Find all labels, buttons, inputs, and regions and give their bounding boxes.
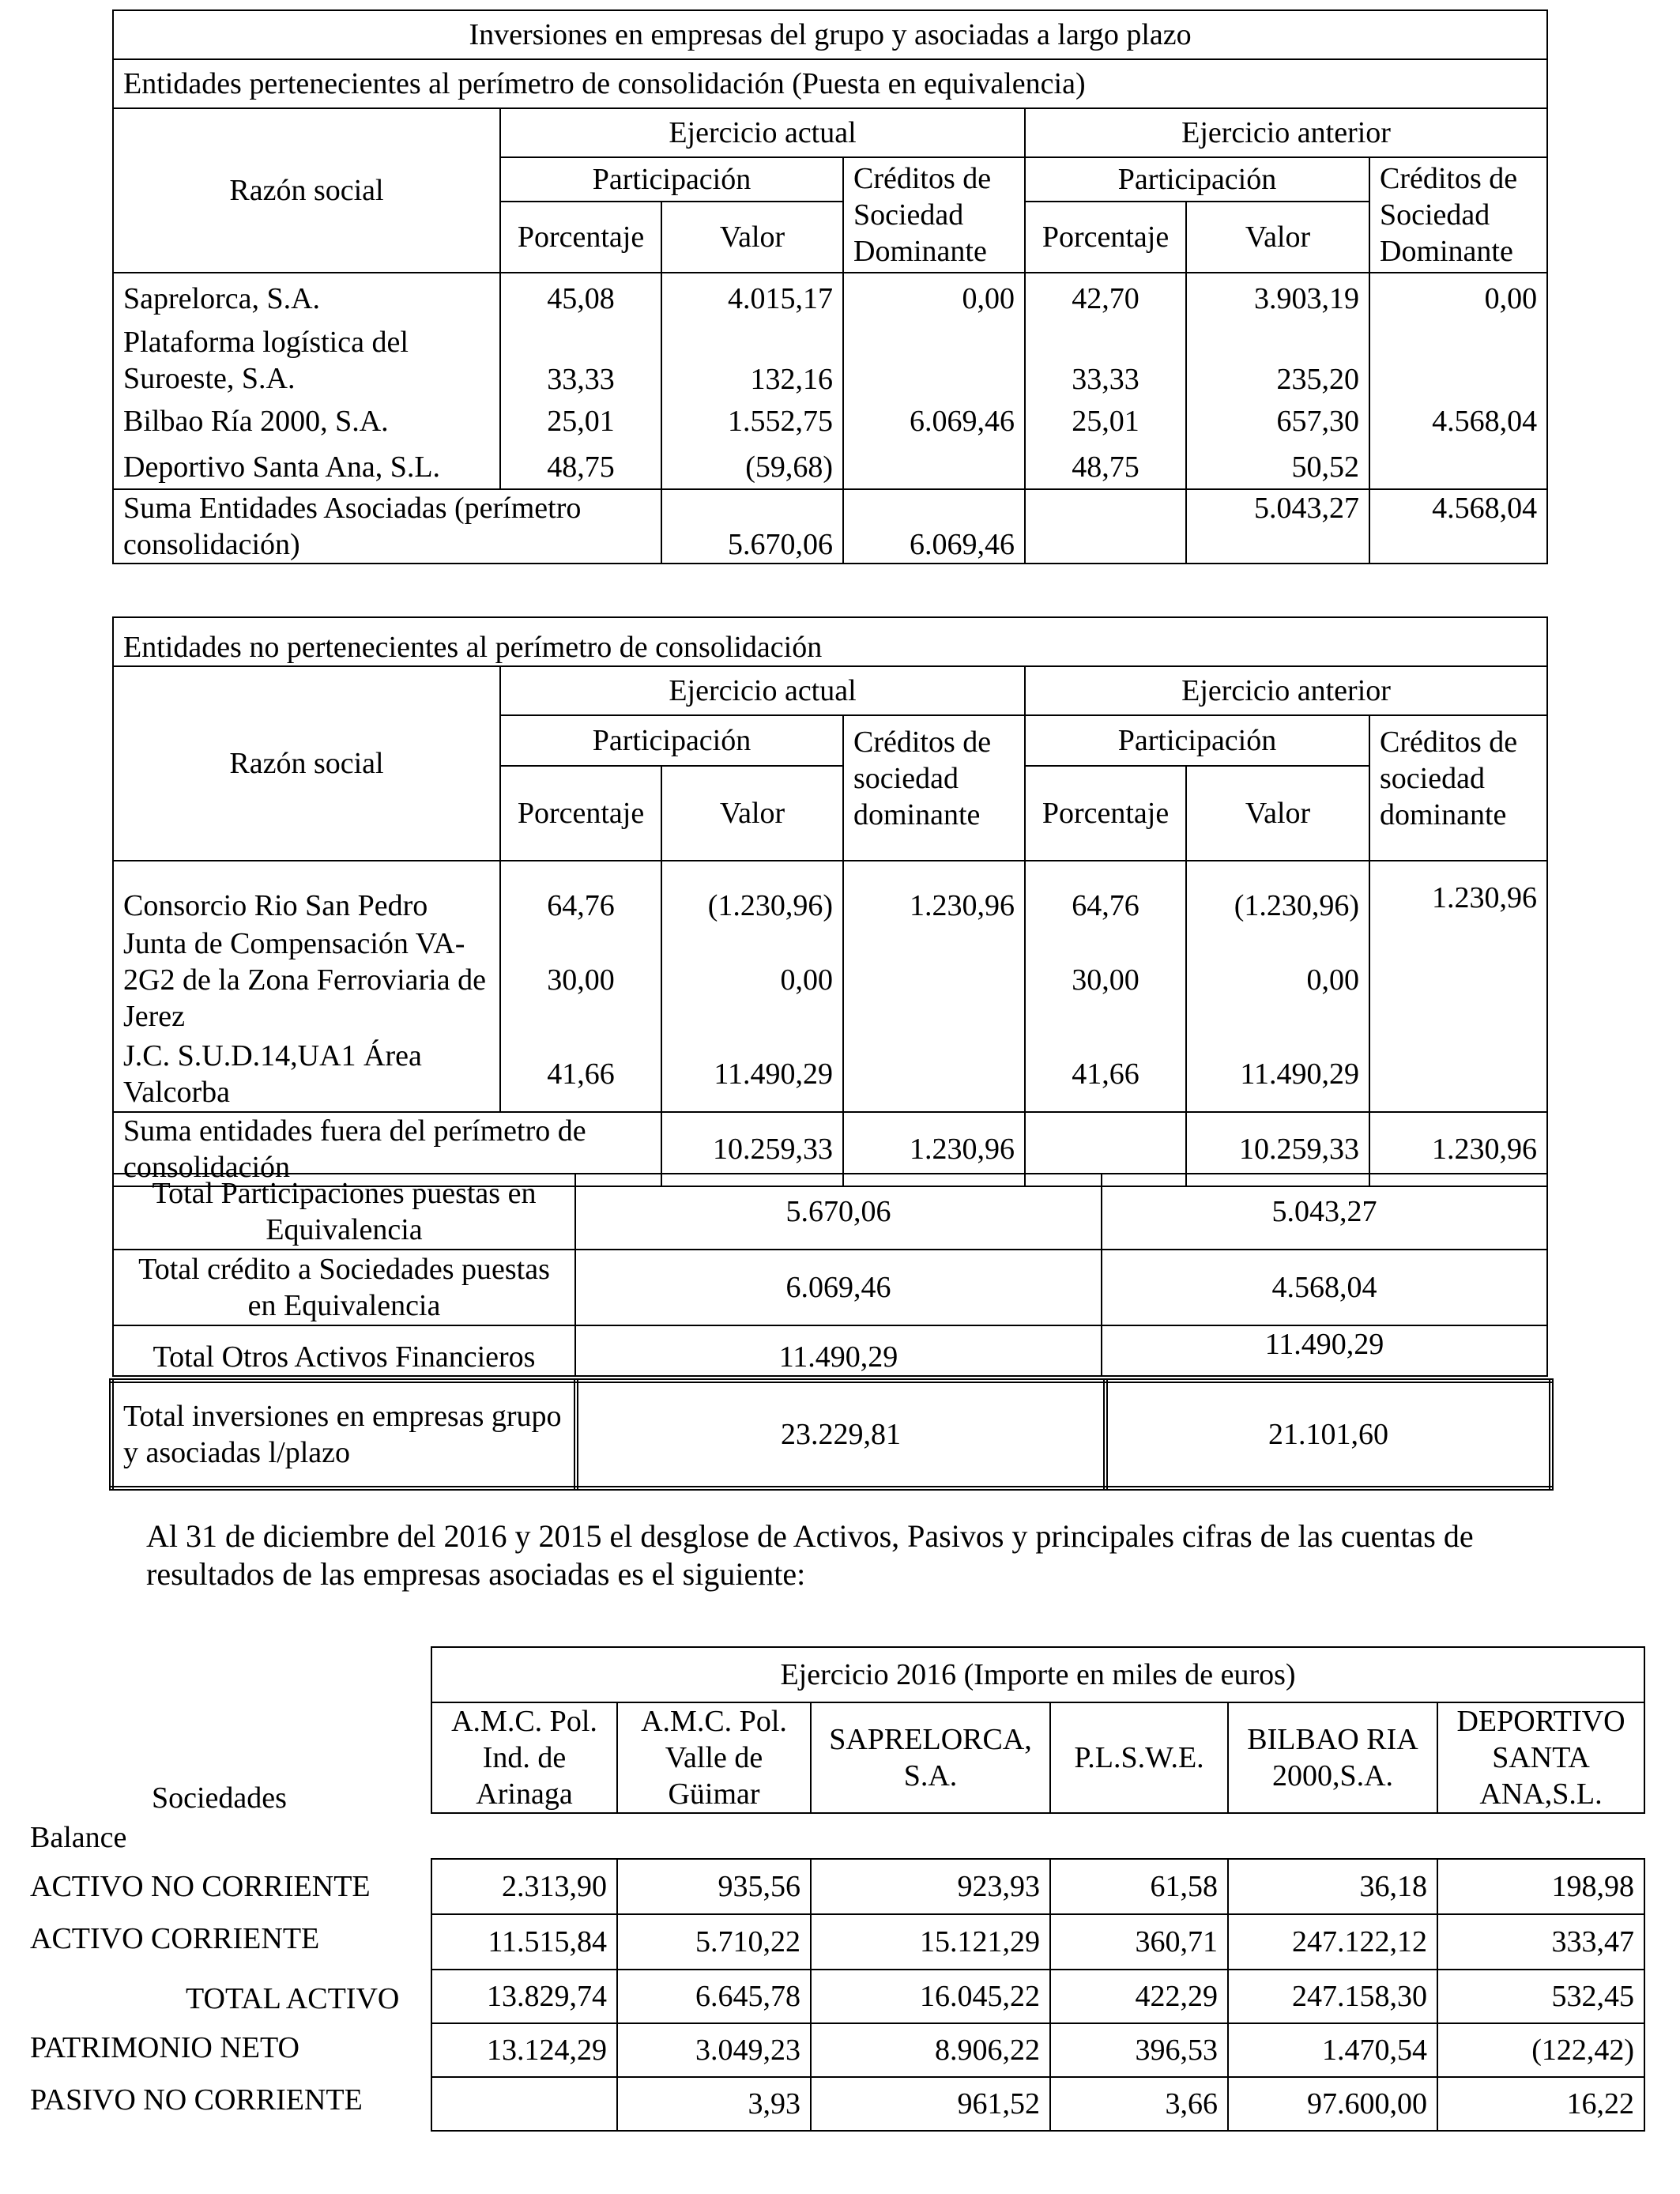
row-name: Saprelorca, S.A. (113, 273, 500, 323)
value-cell: 247.122,12 (1228, 1914, 1437, 1970)
cell-pct-anterior: 42,70 (1025, 273, 1186, 323)
col-header: P.L.S.W.E. (1050, 1702, 1228, 1813)
cell-valor-anterior: 0,00 (1186, 924, 1369, 1036)
value-cell: 15.121,29 (811, 1914, 1050, 1970)
cell-pct-anterior: 30,00 (1025, 924, 1186, 1036)
table-row (113, 323, 1547, 398)
value-cell: 360,71 (1050, 1914, 1228, 1970)
value-cell: 97.600,00 (1228, 2077, 1437, 2131)
grand-total-table (109, 1378, 1554, 1491)
cell-pct-actual: 33,33 (500, 323, 661, 398)
header-valor: Valor (661, 766, 843, 861)
total-row (113, 1174, 1547, 1250)
header-creditos: Créditos de Sociedad Dominante (843, 157, 1025, 273)
header-ejercicio-anterior: Ejercicio anterior (1025, 666, 1547, 715)
cell-valor-anterior: 3.903,19 (1186, 273, 1369, 323)
row-label: ACTIVO CORRIENTE (30, 1922, 320, 1955)
table-row (431, 2023, 1644, 2077)
value-cell: 5.710,22 (617, 1914, 811, 1970)
value-cell: 3,66 (1050, 2077, 1228, 2131)
cell-pct-anterior: 48,75 (1025, 445, 1186, 489)
value-cell: 2.313,90 (431, 1859, 617, 1914)
associates-balance-table (431, 1858, 1645, 2132)
associates-header-table (431, 1646, 1645, 1814)
sum-valor-actual: 10.259,33 (661, 1112, 843, 1186)
value-cell: (122,42) (1437, 2023, 1644, 2077)
sum-creditos-actual: 1.230,96 (843, 1112, 1025, 1186)
cell-creditos-actual: 6.069,46 (843, 398, 1025, 445)
header-creditos: Créditos de sociedad dominante (843, 715, 1025, 861)
grand-total-label: Total inversiones en empresas grupo y asociadas l/plazo (111, 1381, 576, 1488)
sum-creditos-anterior: 1.230,96 (1369, 1112, 1547, 1186)
header-ejercicio-actual: Ejercicio actual (500, 108, 1025, 157)
cell-creditos-actual (843, 924, 1025, 1036)
value-cell: 36,18 (1228, 1859, 1437, 1914)
cell-valor-actual: 4.015,17 (661, 273, 843, 323)
cell-valor-actual: (1.230,96) (661, 861, 843, 924)
cell-valor-anterior: 11.490,29 (1186, 1036, 1369, 1112)
header-ejercicio-anterior: Ejercicio anterior (1025, 108, 1547, 157)
cell-pct-anterior: 64,76 (1025, 861, 1186, 924)
cell-valor-anterior: 50,52 (1186, 445, 1369, 489)
header-participacion: Participación (500, 715, 843, 766)
cell-valor-actual: (59,68) (661, 445, 843, 489)
cell-creditos-anterior: 4.568,04 (1369, 398, 1547, 445)
total-row (113, 1250, 1547, 1325)
table-row (113, 861, 1547, 924)
total-anterior: 4.568,04 (1102, 1250, 1547, 1325)
section-subtitle: Entidades no pertenecientes al perímetro de consolidación (113, 617, 1547, 666)
header-creditos: Créditos de Sociedad Dominante (1369, 157, 1547, 273)
cell-pct-actual: 25,01 (500, 398, 661, 445)
table-row (113, 398, 1547, 445)
value-cell: 16,22 (1437, 2077, 1644, 2131)
total-anterior: 11.490,29 (1102, 1325, 1547, 1376)
total-row (113, 1325, 1547, 1376)
cell-pct-anterior: 25,01 (1025, 398, 1186, 445)
value-cell: 13.124,29 (431, 2023, 617, 2077)
sum-label: Suma Entidades Asociadas (perímetro consolidación) (113, 489, 661, 564)
sum-creditos-anterior: 4.568,04 (1369, 489, 1547, 564)
value-cell: 198,98 (1437, 1859, 1644, 1914)
row-label: PATRIMONIO NETO (30, 2031, 299, 2064)
header-ejercicio-actual: Ejercicio actual (500, 666, 1025, 715)
cell-creditos-anterior: 0,00 (1369, 273, 1547, 323)
value-cell: 1.470,54 (1228, 2023, 1437, 2077)
table-row (431, 1970, 1644, 2023)
value-cell: 396,53 (1050, 2023, 1228, 2077)
sociedades-label: Sociedades (152, 1781, 287, 1815)
table-title: Inversiones en empresas del grupo y asociadas a largo plazo (113, 10, 1547, 59)
value-cell: 11.515,84 (431, 1914, 617, 1970)
table-row (431, 1914, 1644, 1970)
cell-pct-actual: 48,75 (500, 445, 661, 489)
value-cell: 3.049,23 (617, 2023, 811, 2077)
value-cell: 6.645,78 (617, 1970, 811, 2023)
total-anterior: 5.043,27 (1102, 1174, 1547, 1250)
header-porcentaje: Porcentaje (500, 766, 661, 861)
header-creditos: Créditos de sociedad dominante (1369, 715, 1547, 861)
header-valor: Valor (1186, 202, 1369, 273)
cell-pct-anterior: 41,66 (1025, 1036, 1186, 1112)
table-row (113, 445, 1547, 489)
investments-table-non-consolidated (112, 616, 1548, 1187)
total-actual: 5.670,06 (575, 1174, 1102, 1250)
cell-creditos-actual: 1.230,96 (843, 861, 1025, 924)
row-name: Consorcio Rio San Pedro (113, 861, 500, 924)
cell-creditos-anterior (1369, 924, 1547, 1036)
total-label: Total crédito a Sociedades puestas en Equivalencia (113, 1250, 575, 1325)
investments-table-consolidated (112, 9, 1548, 564)
cell-creditos-anterior (1369, 323, 1547, 398)
value-cell: 422,29 (1050, 1970, 1228, 2023)
intro-paragraph: Al 31 de diciembre del 2016 y 2015 el desglose de Activos, Pasivos y principales cifras de las cuentas de resultados de las empresas asociadas es el siguiente: (146, 1518, 1474, 1592)
table-row (431, 2077, 1644, 2131)
sum-row (113, 489, 1547, 564)
sum-valor-anterior: 10.259,33 (1186, 1112, 1369, 1186)
total-label: Total Otros Activos Financieros (113, 1325, 575, 1376)
value-cell: 961,52 (811, 2077, 1050, 2131)
header-valor: Valor (1186, 766, 1369, 861)
cell-creditos-anterior: 1.230,96 (1369, 861, 1547, 924)
sum-label: Suma entidades fuera del perímetro de consolidación (113, 1112, 661, 1186)
header-participacion: Participación (500, 157, 843, 202)
value-cell: 61,58 (1050, 1859, 1228, 1914)
row-name: Deportivo Santa Ana, S.L. (113, 445, 500, 489)
sum-valor-anterior: 5.043,27 (1186, 489, 1369, 564)
row-name: Plataforma logística del Suroeste, S.A. (113, 323, 500, 398)
cell-creditos-actual: 0,00 (843, 273, 1025, 323)
grand-total-row (111, 1381, 1551, 1488)
row-name: Junta de Compensación VA-2G2 de la Zona Ferroviaria de Jerez (113, 924, 500, 1036)
col-header: DEPORTIVO SANTA ANA,S.L. (1437, 1702, 1644, 1813)
col-header: A.M.C. Pol. Ind. de Arinaga (431, 1702, 617, 1813)
cell-creditos-anterior (1369, 1036, 1547, 1112)
table-row (113, 924, 1547, 1036)
value-cell: 935,56 (617, 1859, 811, 1914)
total-label: Total Participaciones puestas en Equivalencia (113, 1174, 575, 1250)
value-cell: 16.045,22 (811, 1970, 1050, 2023)
col-header: A.M.C. Pol. Valle de Güimar (617, 1702, 811, 1813)
cell-valor-actual: 11.490,29 (661, 1036, 843, 1112)
grand-total-anterior: 21.101,60 (1106, 1381, 1551, 1488)
row-name: J.C. S.U.D.14,UA1 Área Valcorba (113, 1036, 500, 1112)
empty-cell (1025, 489, 1186, 564)
header-razon-social: Razón social (113, 666, 500, 861)
cell-pct-actual: 64,76 (500, 861, 661, 924)
col-header: SAPRELORCA, S.A. (811, 1702, 1050, 1813)
col-header: BILBAO RIA 2000,S.A. (1228, 1702, 1437, 1813)
value-cell: 333,47 (1437, 1914, 1644, 1970)
cell-pct-anterior: 33,33 (1025, 323, 1186, 398)
cell-valor-anterior: 235,20 (1186, 323, 1369, 398)
value-cell: 3,93 (617, 2077, 811, 2131)
header-participacion: Participación (1025, 715, 1369, 766)
table-row (113, 273, 1547, 323)
section-subtitle: Entidades pertenecientes al perímetro de consolidación (Puesta en equivalencia) (113, 59, 1547, 108)
value-cell: 13.829,74 (431, 1970, 617, 2023)
value-cell: 8.906,22 (811, 2023, 1050, 2077)
cell-valor-actual: 132,16 (661, 323, 843, 398)
row-label: TOTAL ACTIVO (186, 1982, 400, 2015)
row-name: Bilbao Ría 2000, S.A. (113, 398, 500, 445)
balance-label: Balance (30, 1821, 127, 1854)
header-porcentaje: Porcentaje (500, 202, 661, 273)
value-cell: 247.158,30 (1228, 1970, 1437, 2023)
header-valor: Valor (661, 202, 843, 273)
row-label: PASIVO NO CORRIENTE (30, 2083, 363, 2117)
header-porcentaje: Porcentaje (1025, 202, 1186, 273)
sum-creditos-actual: 6.069,46 (843, 489, 1025, 564)
total-actual: 11.490,29 (575, 1325, 1102, 1376)
cell-valor-anterior: 657,30 (1186, 398, 1369, 445)
value-cell: 532,45 (1437, 1970, 1644, 2023)
value-cell (431, 2077, 617, 2131)
header-porcentaje: Porcentaje (1025, 766, 1186, 861)
cell-valor-actual: 0,00 (661, 924, 843, 1036)
header-participacion: Participación (1025, 157, 1369, 202)
cell-creditos-actual (843, 1036, 1025, 1112)
table-row (431, 1859, 1644, 1914)
cell-valor-anterior: (1.230,96) (1186, 861, 1369, 924)
row-label: ACTIVO NO CORRIENTE (30, 1870, 371, 1903)
cell-valor-actual: 1.552,75 (661, 398, 843, 445)
table-row (113, 1036, 1547, 1112)
cell-creditos-actual (843, 445, 1025, 489)
table3-title: Ejercicio 2016 (Importe en miles de euros) (431, 1647, 1644, 1702)
value-cell: 923,93 (811, 1859, 1050, 1914)
cell-pct-actual: 30,00 (500, 924, 661, 1036)
grand-total-actual: 23.229,81 (576, 1381, 1106, 1488)
sum-valor-actual: 5.670,06 (661, 489, 843, 564)
cell-pct-actual: 41,66 (500, 1036, 661, 1112)
cell-creditos-actual (843, 323, 1025, 398)
cell-pct-actual: 45,08 (500, 273, 661, 323)
total-actual: 6.069,46 (575, 1250, 1102, 1325)
header-razon-social: Razón social (113, 108, 500, 273)
cell-creditos-anterior (1369, 445, 1547, 489)
totals-table (112, 1173, 1548, 1377)
